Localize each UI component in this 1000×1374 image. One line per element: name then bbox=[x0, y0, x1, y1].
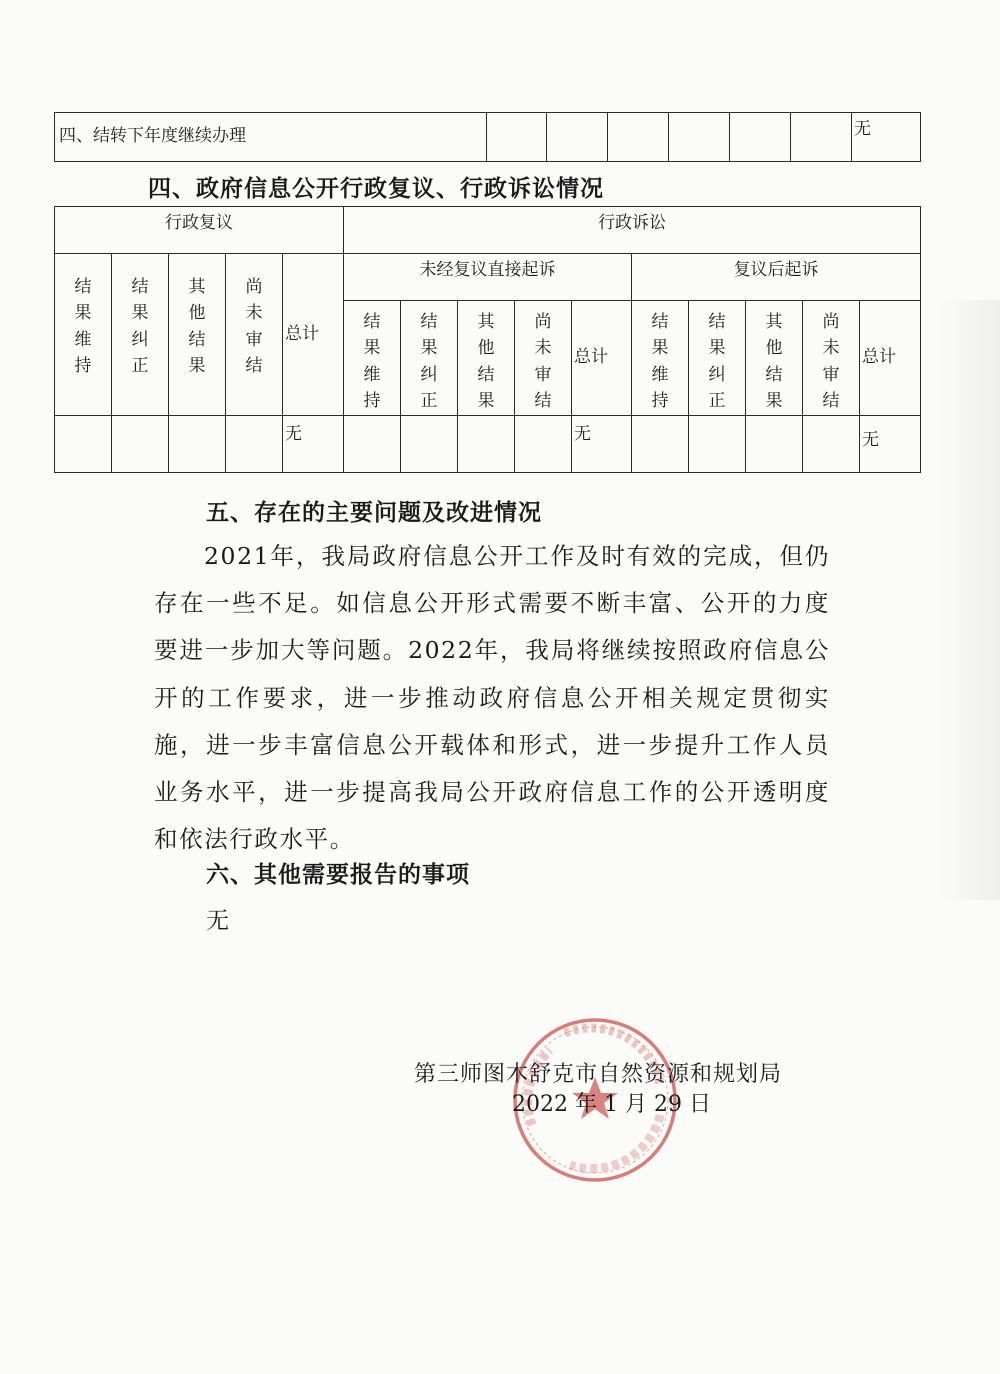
table-cell bbox=[515, 415, 572, 472]
page-edge-shadow bbox=[940, 300, 1000, 900]
table-row bbox=[55, 254, 921, 301]
table-cell bbox=[458, 415, 515, 472]
empty-cell bbox=[669, 113, 730, 162]
empty-cell bbox=[487, 113, 547, 162]
table-cell bbox=[689, 415, 746, 472]
col-header: 结果维持 bbox=[344, 301, 401, 416]
col-header: 其他结果 bbox=[169, 254, 226, 416]
table-cell bbox=[632, 415, 689, 472]
empty-cell bbox=[547, 113, 608, 162]
col-header: 结果维持 bbox=[55, 254, 112, 416]
col-header-total: 总计 bbox=[283, 254, 344, 416]
carry-value: 无 bbox=[852, 113, 921, 162]
empty-cell bbox=[730, 113, 791, 162]
col-header: 结果纠正 bbox=[689, 301, 746, 416]
direct-suit-header: 未经复议直接起诉 bbox=[344, 254, 632, 301]
table-cell bbox=[112, 415, 169, 472]
col-header: 尚未审结 bbox=[226, 254, 283, 416]
section5-text: 2021年，我局政府信息公开工作及时有效的完成，但仍存在一些不足。如信息公开形式需要不断丰富、公开的力度要进一步加大等问题。2022年，我局将继续按照政府信息公开的工作要求，进一步推动政府信息公开相关规定贯彻实施，进一步丰富信息公开载体和形式，进一步提升工作人员业务水平，进一步提高我局公开政府信息工作的公开透明度和依法行政水平。 bbox=[154, 542, 830, 854]
col-header: 其他结果 bbox=[746, 301, 803, 416]
table-cell bbox=[169, 415, 226, 472]
section6-heading: 六、其他需要报告的事项 bbox=[206, 861, 470, 888]
col-header: 尚未审结 bbox=[515, 301, 572, 416]
section4-heading: 四、政府信息公开行政复议、行政诉讼情况 bbox=[148, 175, 604, 202]
signature-date: 2022 年 1 月 29 日 bbox=[512, 1092, 711, 1117]
after-review-header: 复议后起诉 bbox=[632, 254, 921, 301]
after-total-cell: 无 bbox=[860, 415, 921, 472]
signature-org: 第三师图木舒克市自然资源和规划局 bbox=[414, 1062, 783, 1087]
carry-over-table bbox=[54, 112, 921, 162]
section6-content: 无 bbox=[206, 908, 229, 934]
section5-paragraph bbox=[154, 533, 830, 863]
col-header: 结果纠正 bbox=[112, 254, 169, 416]
table-row bbox=[55, 207, 921, 254]
section5-heading: 五、存在的主要问题及改进情况 bbox=[206, 499, 542, 526]
table-row bbox=[55, 415, 921, 472]
table-cell bbox=[746, 415, 803, 472]
col-header: 其他结果 bbox=[458, 301, 515, 416]
table-cell bbox=[803, 415, 860, 472]
empty-cell bbox=[791, 113, 852, 162]
direct-total-cell: 无 bbox=[572, 415, 632, 472]
litigation-header: 行政诉讼 bbox=[344, 207, 921, 254]
table-cell bbox=[55, 415, 112, 472]
carry-label: 四、结转下年度继续办理 bbox=[55, 113, 487, 162]
col-header-total: 总计 bbox=[572, 301, 632, 416]
col-header: 尚未审结 bbox=[803, 301, 860, 416]
col-header: 结果纠正 bbox=[401, 301, 458, 416]
table-row bbox=[55, 113, 921, 162]
table-cell bbox=[401, 415, 458, 472]
table-cell bbox=[344, 415, 401, 472]
empty-cell bbox=[608, 113, 669, 162]
col-header: 结果维持 bbox=[632, 301, 689, 416]
col-header-total: 总计 bbox=[860, 301, 921, 416]
review-header: 行政复议 bbox=[55, 207, 344, 254]
table-cell bbox=[226, 415, 283, 472]
review-litigation-table bbox=[54, 206, 921, 473]
review-total-cell: 无 bbox=[283, 415, 344, 472]
